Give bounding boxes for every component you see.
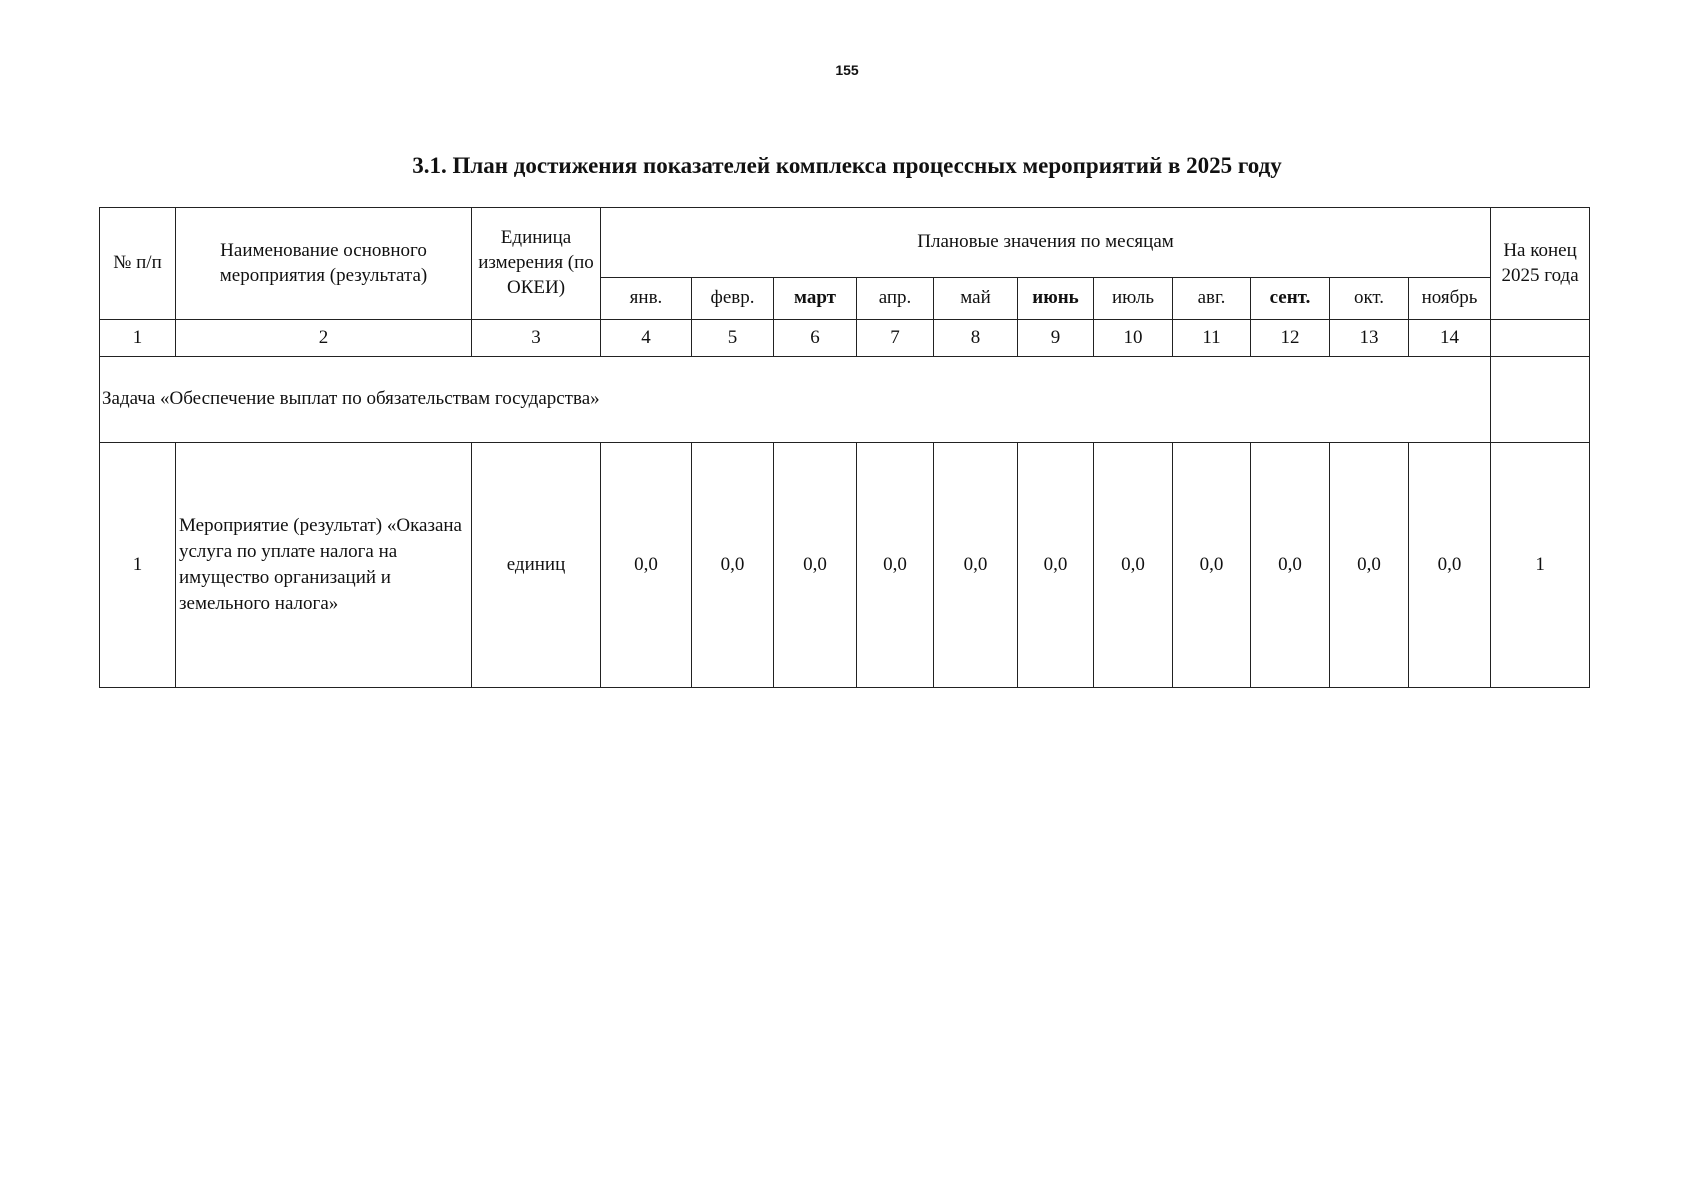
- value-sep: 0,0: [1251, 443, 1330, 688]
- header-row: [100, 208, 1590, 278]
- value-apr: 0,0: [857, 443, 934, 688]
- month-nov: ноябрь: [1409, 278, 1491, 320]
- column-number: 1: [100, 320, 176, 357]
- header-name: Наименование основного мероприятия (результата): [176, 208, 472, 320]
- header-no: № п/п: [100, 208, 176, 320]
- column-number: 11: [1173, 320, 1251, 357]
- column-number: 10: [1094, 320, 1173, 357]
- document-title: 3.1. План достижения показателей комплекса процессных мероприятий в 2025 году: [412, 153, 1282, 178]
- column-number: 13: [1330, 320, 1409, 357]
- value-aug: 0,0: [1173, 443, 1251, 688]
- month-jul: июль: [1094, 278, 1173, 320]
- column-number: 7: [857, 320, 934, 357]
- activity-name: Мероприятие (результат) «Оказана услуга по уплате налога на имущество организаций и земельного налога»: [176, 443, 472, 688]
- page-number: 155: [835, 62, 859, 78]
- value-feb: 0,0: [692, 443, 774, 688]
- month-aug: авг.: [1173, 278, 1251, 320]
- header-planned-values: Плановые значения по месяцам: [601, 208, 1491, 278]
- unit-of-measure: единиц: [472, 443, 601, 688]
- month-may: май: [934, 278, 1018, 320]
- task-title: Задача «Обеспечение выплат по обязательствам государства»: [100, 357, 1491, 443]
- value-jul: 0,0: [1094, 443, 1173, 688]
- column-number: 3: [472, 320, 601, 357]
- table-row: [100, 443, 1590, 688]
- value-jun: 0,0: [1018, 443, 1094, 688]
- column-number: 9: [1018, 320, 1094, 357]
- month-oct: окт.: [1330, 278, 1409, 320]
- column-number-empty: [1491, 320, 1590, 357]
- row-number: 1: [100, 443, 176, 688]
- task-row: [100, 357, 1590, 443]
- header-unit: Единица измерения (по ОКЕИ): [472, 208, 601, 320]
- column-number-row: [100, 320, 1590, 357]
- column-number: 4: [601, 320, 692, 357]
- column-number: 12: [1251, 320, 1330, 357]
- month-jun: июнь: [1018, 278, 1094, 320]
- column-number: 6: [774, 320, 857, 357]
- value-end-of-year: 1: [1491, 443, 1590, 688]
- value-mar: 0,0: [774, 443, 857, 688]
- month-feb: февр.: [692, 278, 774, 320]
- column-number: 2: [176, 320, 472, 357]
- month-sep: сент.: [1251, 278, 1330, 320]
- value-may: 0,0: [934, 443, 1018, 688]
- column-number: 5: [692, 320, 774, 357]
- column-number: 14: [1409, 320, 1491, 357]
- plan-table: [99, 207, 1590, 688]
- month-apr: апр.: [857, 278, 934, 320]
- value-nov: 0,0: [1409, 443, 1491, 688]
- value-jan: 0,0: [601, 443, 692, 688]
- value-oct: 0,0: [1330, 443, 1409, 688]
- task-end-empty: [1491, 357, 1590, 443]
- month-mar: март: [774, 278, 857, 320]
- header-end-of-year: На конец 2025 года: [1491, 208, 1590, 320]
- month-jan: янв.: [601, 278, 692, 320]
- column-number: 8: [934, 320, 1018, 357]
